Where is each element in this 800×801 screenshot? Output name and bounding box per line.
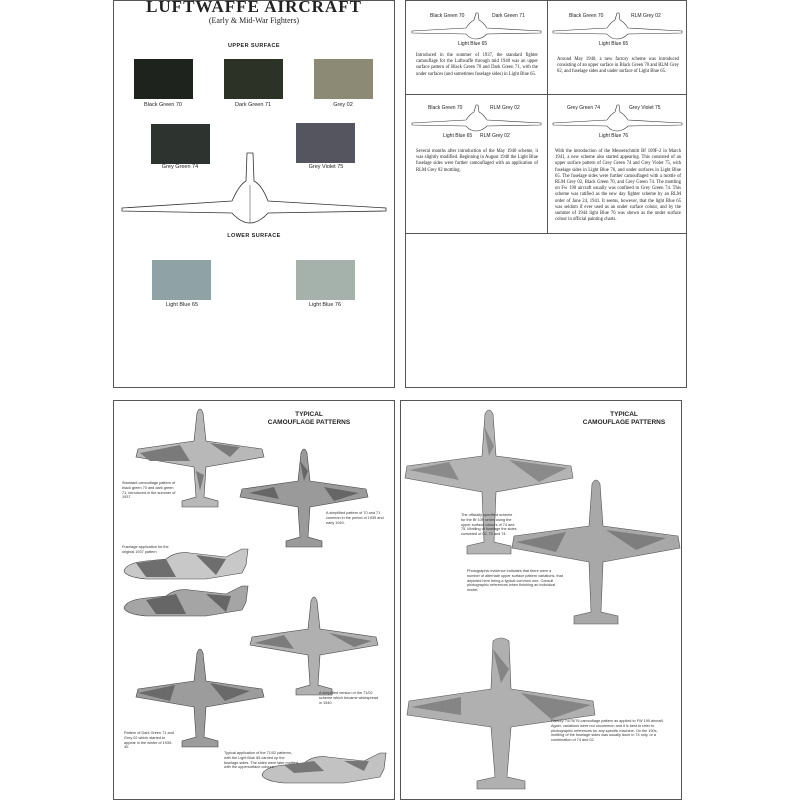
upper-surface-heading: UPPER SURFACE xyxy=(228,43,280,49)
fw190-plan-view xyxy=(407,638,595,789)
bf109-plan-view-3 xyxy=(250,597,378,695)
colour-label: Grey Violet 75 xyxy=(629,105,661,111)
swatch-label: Light Blue 65 xyxy=(165,302,199,308)
pattern-caption: A simplified pattern of 70 and 71 common in the period of 1939 and early 1940. xyxy=(326,511,384,525)
colour-label: Light Blue 65 xyxy=(458,41,488,47)
pattern-caption: The officially specified scheme for the Bf 109 series using the upper surface colours of 74 and 75. Mottling of fuselage the sides consisted of 02, 70 and 74. xyxy=(461,513,517,537)
aircraft-front-silhouette xyxy=(114,151,396,221)
colour-chart-page xyxy=(113,0,395,388)
bf109-plan-view-2 xyxy=(240,449,368,547)
scheme-description-page xyxy=(405,0,687,388)
swatch-grey-02 xyxy=(314,59,373,99)
scheme-cell-august-1940 xyxy=(406,94,547,233)
swatch-dark-green-71 xyxy=(224,59,283,99)
swatch-label: Dark Green 71 xyxy=(234,102,272,108)
swatch-label: Grey Violet 75 xyxy=(308,164,344,170)
colour-label: Light Blue 76 xyxy=(599,133,629,139)
lower-surface-heading: LOWER SURFACE xyxy=(227,233,281,239)
scheme-description: Introduced in the summer of 1937, the standard fighter camouflage for the Luftwaffe through mid 1940 was an upper surface pattern of Black Green 70 and Dark Green 71, with the under surfaces (and sometimes fuselage sides) in Light Blue 65. xyxy=(416,53,538,77)
page-subtitle: (Early & Mid-War Fighters) xyxy=(208,16,300,25)
scheme-description: Around May 1940, a new factory scheme was introduced consisting of an upper surface in Black Green 70 and RLM Grey 02, and fuselage sides and under surface of Light Blue 65. xyxy=(557,57,679,75)
swatch-label: Black Green 70 xyxy=(144,102,182,108)
colour-label: Black Green 70 xyxy=(569,13,604,19)
pattern-caption: Pattern of Dark Green 71 and Grey 02 which started to appear in the winter of 1939-40. xyxy=(124,731,174,750)
scheme-description: With the introduction of the Messerschmitt Bf 109F-2 in March 1941, a new scheme also started appearing. This consisted of an upper surface pattern of Grey Green 74 and Grey Violet 75, with fuselage sides in Light Blue 76, and under surfaces in Light Blue 65. The fuselage sides were further camouflaged with a mottle of RLM Grey 02, Black Green 70, and Grey Green 74. The mottling on Fw 190 aircraft usually was confined to Grey Green 74. This scheme was ratified as the new day fighter scheme by an RLM order of June 24, 1941. It seems, however, that the light Blue 65 was seldom if ever used as an under surface colour, and by the summer of 1944 light Blue 76 was shown as the under surface colour in official painting charts. xyxy=(555,149,681,223)
colour-label: Light Blue 65 xyxy=(599,41,629,47)
scheme-cell-1941 xyxy=(547,94,688,233)
colour-label: RLM Grey 02 xyxy=(480,133,510,139)
colour-label: Black Green 70 xyxy=(428,105,463,111)
swatch-label: Light Blue 76 xyxy=(308,302,342,308)
bf109-side-view-2 xyxy=(124,586,248,616)
colour-label: Light Blue 65 xyxy=(443,133,473,139)
page-title: LUFTWAFFE AIRCRAFT xyxy=(146,0,362,16)
swatch-label: Grey 02 xyxy=(333,102,353,108)
pattern-caption: Factory 74/75/76 camouflage pattern as applied to FW 190 aircraft. Again, variations were not uncommon and it is best to refer to photographic references for any specific machine. On the 190s, mottling of the fuselage sides was usually done in 74 only, or a combination of 74 and 02. xyxy=(551,719,664,743)
colour-label: Dark Green 71 xyxy=(492,13,525,19)
camouflage-patterns-page-early xyxy=(113,400,395,800)
pattern-caption: A simplified version of the 71/02 scheme which became widespread in 1940. xyxy=(319,691,379,705)
scheme-description: Several months after introduction of the May 1940 scheme, it was slightly modified. Beginning in August 1940 the Light Blue fuselage sides were further camouflaged with an application of RLM Grey 02 mottling. xyxy=(416,149,538,173)
scheme-cell-1937 xyxy=(406,1,547,94)
swatch-light-blue-76 xyxy=(296,260,355,300)
scheme-cell-may-1940 xyxy=(547,1,688,94)
page-title: TYPICAL CAMOUFLAGE PATTERNS xyxy=(267,411,351,426)
pattern-caption: Standard camouflage pattern of black green 70 and dark green 71, introduced in the summer of 1937. xyxy=(122,481,176,500)
swatch-black-green-70 xyxy=(134,59,193,99)
swatch-light-blue-65 xyxy=(152,260,211,300)
pattern-caption: Fuselage application for the original 1937 pattern xyxy=(122,545,169,554)
pattern-caption: Photographic evidence indicates that there were a number of alternate upper surface pattern variations, that depicted here being a typical common one. Consult photographic references when finishing an individual model. xyxy=(467,569,563,593)
page-title: TYPICAL CAMOUFLAGE PATTERNS xyxy=(582,411,666,426)
colour-label: RLM Grey 02 xyxy=(490,105,520,111)
colour-label: Grey Green 74 xyxy=(567,105,601,111)
colour-label: RLM Grey 02 xyxy=(631,13,661,19)
camouflage-patterns-page-late xyxy=(400,400,682,800)
pattern-caption: Typical application of the 71/02 patterns, with the Light Blue 65 carried up the fuselage sides. The sides were later mottled with the uppersurface colours. xyxy=(224,751,299,770)
swatch-label: Grey Green 74 xyxy=(161,164,199,170)
bf109f-plan-view-2 xyxy=(512,480,680,624)
aircraft-front-mini xyxy=(406,111,547,141)
colour-label: Black Green 70 xyxy=(430,13,465,19)
